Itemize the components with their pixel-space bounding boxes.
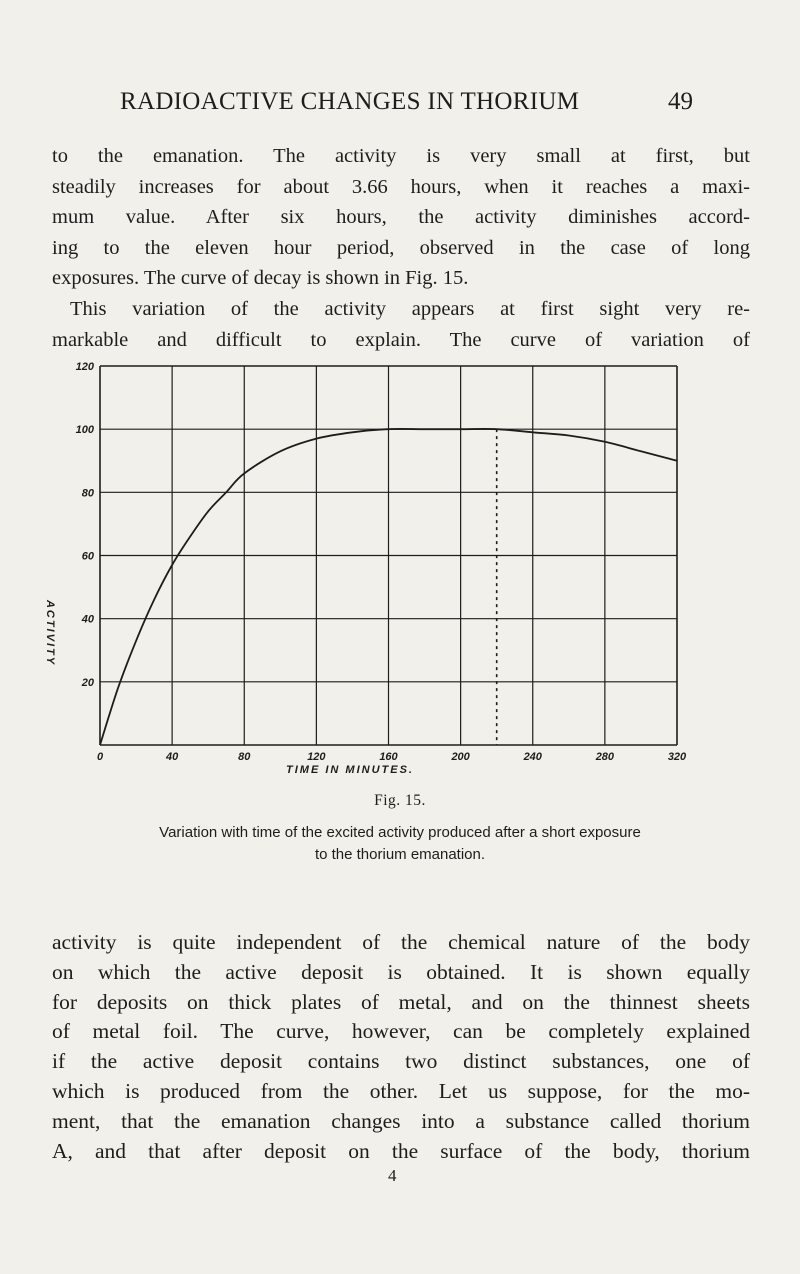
running-title: RADIOACTIVE CHANGES IN THORIUM xyxy=(120,88,580,115)
x-tick-label: 320 xyxy=(667,751,687,763)
x-tick-label: 160 xyxy=(379,751,398,763)
caption-line: Variation with time of the excited activity produced after a short exposure xyxy=(159,824,641,841)
text-line: ment, that the emanation changes into a substance called thorium xyxy=(52,1108,750,1133)
activity-chart xyxy=(30,358,687,783)
x-tick-label: 120 xyxy=(307,751,326,763)
text-line: if the active deposit contains two distinct substances, one of xyxy=(52,1049,750,1074)
signature-mark: 4 xyxy=(388,1166,397,1185)
x-axis-title: TIME IN MINUTES. xyxy=(286,764,414,776)
text-line: steadily increases for about 3.66 hours, when it reaches a maxi- xyxy=(52,175,750,198)
text-line: which is produced from the other. Let us suppose, for the mo- xyxy=(52,1078,750,1103)
chart-tick-labels xyxy=(76,361,687,763)
text-line: This variation of the activity appears at first sight very re- xyxy=(70,297,750,320)
x-tick-label: 240 xyxy=(523,751,542,763)
x-tick-label: 200 xyxy=(451,751,470,763)
y-axis-title: ACTIVITY xyxy=(44,599,56,667)
text-line: exposures. The curve of decay is shown in Fig. 15. xyxy=(52,267,469,290)
text-line: mum value. After six hours, the activity diminishes accord- xyxy=(52,206,750,229)
x-tick-label: 80 xyxy=(238,751,251,763)
text-line: to the emanation. The activity is very small at first, but xyxy=(52,145,750,167)
text-line: markable and difficult to explain. The curve of variation of xyxy=(52,328,750,351)
text-line: activity is quite independent of the chemical nature of the body xyxy=(52,930,750,954)
paragraph-top xyxy=(52,141,750,355)
y-tick-label: 120 xyxy=(75,361,94,373)
page-number: 49 xyxy=(668,88,693,115)
figure-15 xyxy=(30,358,687,783)
x-tick-label: 40 xyxy=(166,751,179,763)
y-tick-label: 100 xyxy=(75,424,94,437)
y-tick-label: 60 xyxy=(81,550,94,563)
paragraph-bottom xyxy=(52,928,750,1166)
caption-line: to the thorium emanation. xyxy=(314,846,486,863)
x-tick-label: 280 xyxy=(595,751,615,763)
text-line: of metal foil. The curve, however, can be completely explained xyxy=(52,1019,750,1044)
y-tick-label: 80 xyxy=(81,487,94,500)
figure-caption xyxy=(80,822,720,866)
y-tick-label: 20 xyxy=(81,676,94,689)
x-tick-label: 0 xyxy=(96,751,104,763)
text-line: on which the active deposit is obtained. It is shown equally xyxy=(52,959,750,984)
text-line: A, and that after deposit on the surface of the body, thorium xyxy=(52,1138,750,1163)
text-line: for deposits on thick plates of metal, and on the thinnest sheets xyxy=(52,989,750,1014)
text-line: ing to the eleven hour period, observed in the case of long xyxy=(52,236,750,259)
running-head xyxy=(0,88,800,118)
figure-label: Fig. 15. xyxy=(374,792,426,809)
chart-grid xyxy=(100,366,677,745)
y-tick-label: 40 xyxy=(81,613,94,626)
